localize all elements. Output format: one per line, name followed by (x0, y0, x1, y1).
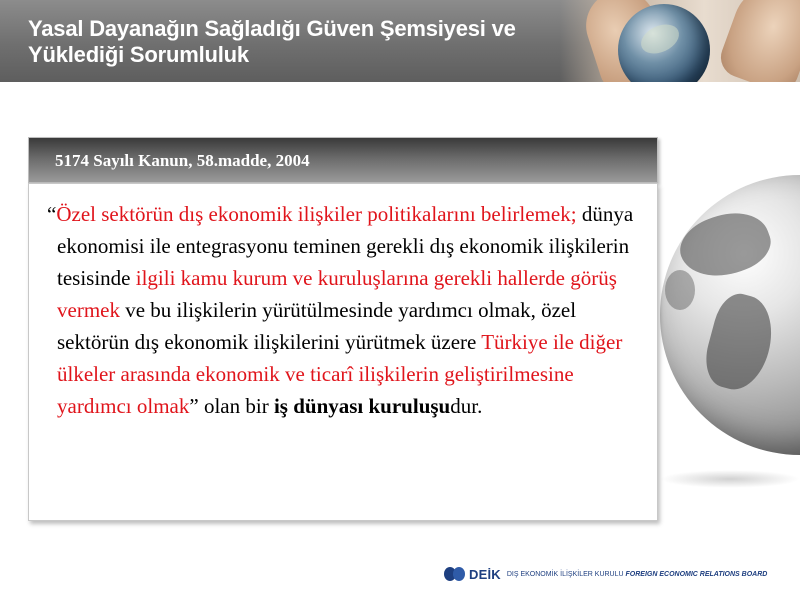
quote-run: ” olan bir (189, 394, 274, 418)
globe-continent (665, 270, 695, 310)
law-reference-text: 5174 Sayılı Kanun, 58.madde, 2004 (55, 151, 310, 170)
quote-run: ilgili kamu kurum ve kuruluşlarına gerekli hallerde görüş vermek (57, 266, 617, 322)
org-name-en: FOREIGN ECONOMIC RELATIONS BOARD (625, 570, 768, 578)
quote-panel (28, 183, 658, 521)
quote-text (47, 198, 647, 422)
header-band (0, 0, 800, 82)
quote-run: “ (47, 202, 57, 226)
deik-logo-icon (444, 567, 466, 581)
org-name-tr: DIŞ EKONOMİK İLİŞKİLER KURULU (506, 570, 624, 578)
law-reference-bar (28, 137, 658, 183)
quote-run: Özel sektörün dış ekonomik ilişkiler politikalarını belirlemek; (56, 202, 577, 226)
footer-logo (444, 564, 794, 584)
quote-run: Türkiye ile diğer ülkeler arasında ekonomik ve ticarî ilişkilerin geliştirilmesine yardımcı olmak (57, 330, 623, 418)
quote-run: ve bu ilişkilerin yürütülmesinde yardımcı olmak, özel sektörün dış ekonomik ilişkilerini yürütmek üzere (57, 298, 577, 354)
org-name (507, 571, 767, 578)
quote-run: dur. (450, 394, 483, 418)
globe-shadow (660, 470, 800, 488)
slide-title: Yasal Dayanağın Sağladığı Güven Şemsiyesi ve Yüklediği Sorumluluk (28, 16, 516, 67)
quote-run: dünya ekonomisi ile entegrasyonu teminen gerekli dış ekonomik ilişkilerin tesisinde (57, 202, 634, 290)
globe-image (660, 175, 800, 455)
quote-run: iş dünyası kuruluşu (273, 394, 451, 418)
globe-continent (699, 289, 782, 396)
logo-text: DEİK (469, 566, 501, 582)
